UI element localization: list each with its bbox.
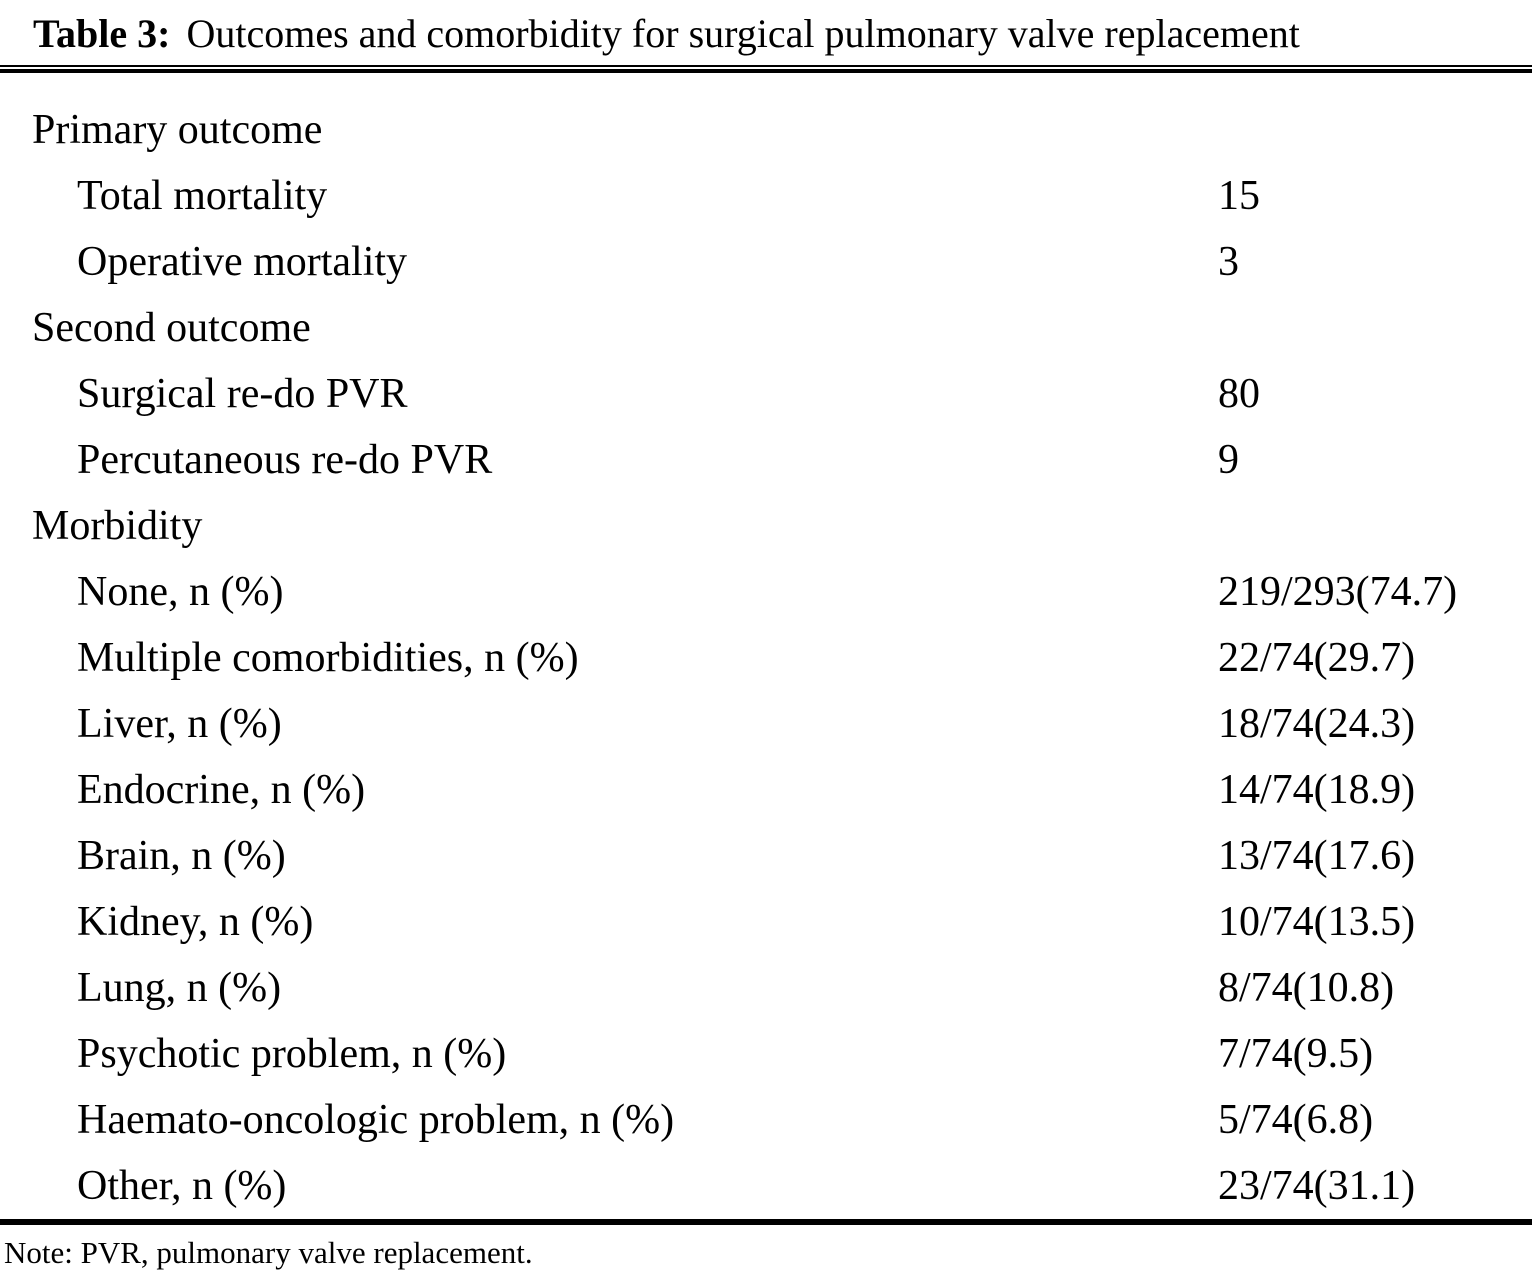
row-label: Primary outcome <box>32 107 323 153</box>
row-value: 15 <box>1218 173 1260 219</box>
row-label: Multiple comorbidities, n (%) <box>77 635 579 681</box>
row-label: None, n (%) <box>77 569 284 615</box>
row-label: Total mortality <box>77 173 328 219</box>
table-row <box>0 889 1532 955</box>
table-row <box>0 691 1532 757</box>
table-caption-text: Outcomes and comorbidity for surgical pulmonary valve replacement <box>186 11 1300 56</box>
table-row <box>0 1087 1532 1153</box>
row-value: 80 <box>1218 371 1260 417</box>
table-row <box>0 625 1532 691</box>
row-label: Endocrine, n (%) <box>77 767 366 813</box>
row-label: Percutaneous re-do PVR <box>77 437 493 483</box>
row-label: Other, n (%) <box>77 1163 287 1209</box>
row-value: 8/74(10.8) <box>1218 965 1395 1011</box>
table-body <box>0 73 1532 1219</box>
row-value: 10/74(13.5) <box>1218 899 1416 945</box>
row-label: Surgical re-do PVR <box>77 371 408 417</box>
row-value: 5/74(6.8) <box>1218 1097 1374 1143</box>
table-row <box>0 559 1532 625</box>
row-value: 22/74(29.7) <box>1218 635 1416 681</box>
table-row <box>0 427 1532 493</box>
table-row <box>0 823 1532 889</box>
table-row <box>0 229 1532 295</box>
row-value: 23/74(31.1) <box>1218 1163 1416 1209</box>
table-row <box>0 97 1532 163</box>
row-value: 18/74(24.3) <box>1218 701 1416 747</box>
row-value: 13/74(17.6) <box>1218 833 1416 879</box>
table-number-label: Table 3: <box>33 11 171 56</box>
table-row <box>0 955 1532 1021</box>
table-row <box>0 163 1532 229</box>
row-value: 9 <box>1218 437 1239 483</box>
table-caption <box>0 0 1532 60</box>
row-label: Kidney, n (%) <box>77 899 314 945</box>
row-value: 14/74(18.9) <box>1218 767 1416 813</box>
row-label: Operative mortality <box>77 239 408 285</box>
table-row <box>0 493 1532 559</box>
row-label: Morbidity <box>32 503 203 549</box>
table-row <box>0 1021 1532 1087</box>
row-value: 219/293(74.7) <box>1218 569 1458 615</box>
table-footnote: Note: PVR, pulmonary valve replacement. <box>4 1235 533 1270</box>
row-label: Brain, n (%) <box>77 833 286 879</box>
table-row <box>0 1153 1532 1219</box>
row-label: Haemato-oncologic problem, n (%) <box>77 1097 675 1143</box>
row-value: 3 <box>1218 239 1239 285</box>
table-row <box>0 757 1532 823</box>
row-label: Psychotic problem, n (%) <box>77 1031 507 1077</box>
table-row <box>0 295 1532 361</box>
row-value: 7/74(9.5) <box>1218 1031 1374 1077</box>
table-row <box>0 361 1532 427</box>
top-rule <box>0 65 1532 73</box>
row-label: Second outcome <box>32 305 311 351</box>
row-label: Liver, n (%) <box>77 701 282 747</box>
row-label: Lung, n (%) <box>77 965 282 1011</box>
